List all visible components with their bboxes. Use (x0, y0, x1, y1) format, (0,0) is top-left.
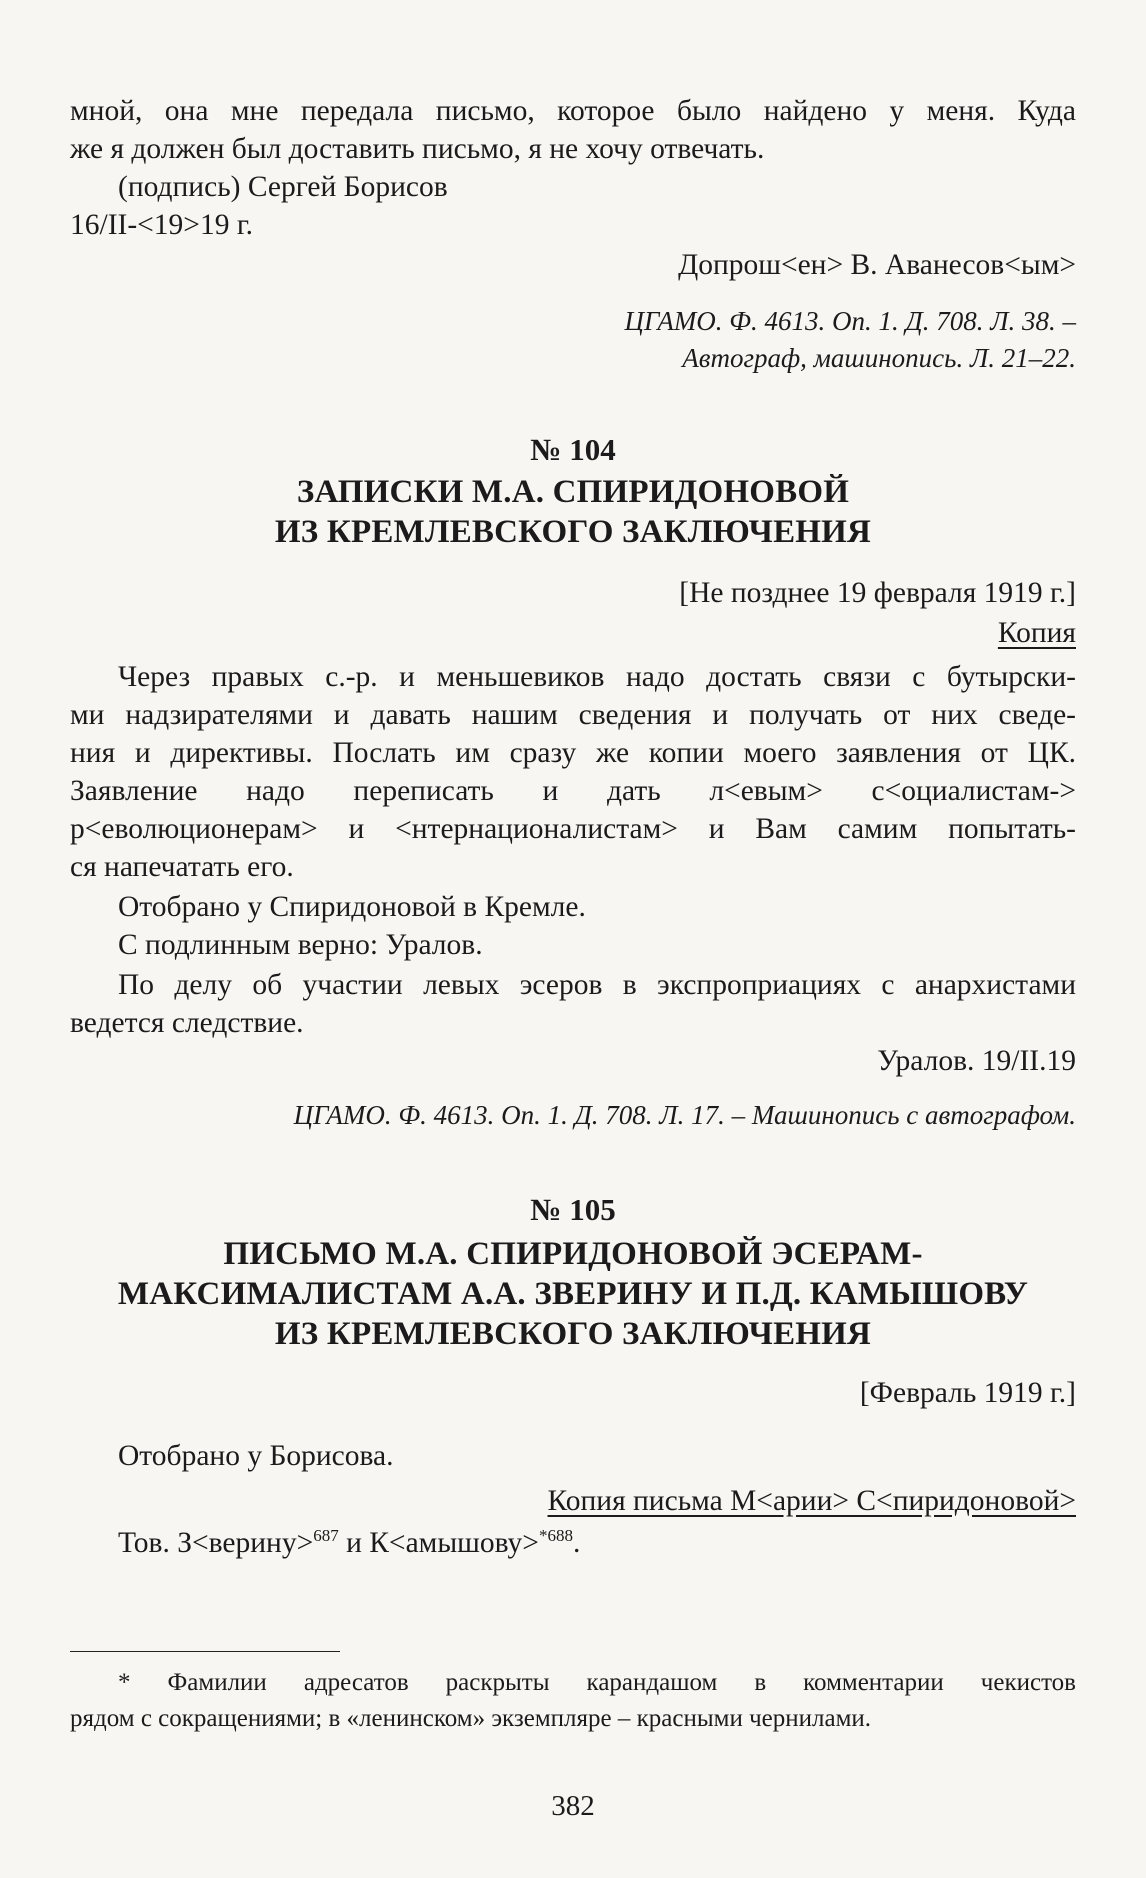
document-title: ИЗ КРЕМЛЕВСКОГО ЗАКЛЮЧЕНИЯ (274, 1316, 872, 1352)
page-number: 382 (551, 1790, 595, 1822)
archive-source: ЦГАМО. Ф. 4613. Оп. 1. Д. 708. Л. 17. – Машинопись с автографом. (293, 1100, 1076, 1130)
archive-source: Автограф, машинопись. Л. 21–22. (682, 343, 1076, 373)
copy-mark: Копия (997, 617, 1076, 649)
paragraph-line: р<еволюционерам> и <нтернационалистам> и Вам самим попытать- (70, 813, 1076, 845)
greeting-text: Тов. З<верину> (118, 1527, 314, 1559)
text-line: мной, она мне передала письмо, которое было найдено у меня. Куда (70, 95, 1076, 127)
greeting-text: . (572, 1527, 581, 1559)
paragraph-line: Отобрано у Борисова. (118, 1440, 394, 1472)
footnote-line: рядом с сокращениями; в «ленинском» экземпляре – красными чернилами. (70, 1705, 872, 1732)
footnote-line: * Фамилии адресатов раскрыты карандашом в комментарии чекистов (118, 1669, 1076, 1696)
document-number: № 104 (530, 432, 616, 467)
document-title: ПИСЬМО М.А. СПИРИДОНОВОЙ ЭСЕРАМ- (223, 1236, 923, 1272)
paragraph-line: С подлинным верно: Уралов. (118, 929, 483, 961)
document-title: ЗАПИСКИ М.А. СПИРИДОНОВОЙ (296, 474, 850, 510)
footnote-ref: *688 (538, 1526, 573, 1546)
document-title: ИЗ КРЕМЛЕВСКОГО ЗАКЛЮЧЕНИЯ (274, 514, 872, 550)
document-title: МАКСИМАЛИСТАМ А.А. ЗВЕРИНУ И П.Д. КАМЫШОВУ (117, 1276, 1029, 1312)
paragraph-line: Заявление надо переписать и дать л<евым> с<оциалистам-> (70, 775, 1076, 807)
greeting-line (118, 1524, 580, 1562)
date-line: 16/II-<19>19 г. (70, 209, 253, 241)
interrogator-line: Допрош<ен> В. Аванесов<ым> (678, 249, 1076, 281)
text-line: же я должен был доставить письмо, я не хочу отвечать. (70, 133, 765, 165)
archive-source: ЦГАМО. Ф. 4613. Оп. 1. Д. 708. Л. 38. – (624, 306, 1076, 336)
paragraph-line: По делу об участии левых эсеров в экспроприациях с анархистами (118, 969, 1076, 1001)
greeting-text: и К<амышову> (338, 1527, 539, 1559)
copy-heading: Копия письма М<арии> С<пиридоновой> (547, 1485, 1076, 1517)
footnote-ref: 687 (313, 1526, 339, 1546)
paragraph-line: ния и директивы. Послать им сразу же копии моего заявления от ЦК. (70, 737, 1076, 769)
document-date: [Не позднее 19 февраля 1919 г.] (679, 577, 1076, 609)
paragraph-line: Через правых с.-р. и меньшевиков надо достать связи с бутырски- (118, 661, 1076, 693)
footnote-divider (70, 1651, 340, 1652)
paragraph-line: ми надзирателями и давать нашим сведения и получать от них сведе- (70, 699, 1076, 731)
document-number: № 105 (530, 1192, 616, 1227)
paragraph-line: ведется следствие. (70, 1007, 304, 1039)
signature: (подпись) Сергей Борисов (118, 171, 448, 203)
paragraph-line: ся напечатать его. (70, 851, 294, 883)
paragraph-line: Отобрано у Спиридоновой в Кремле. (118, 891, 586, 923)
document-date: [Февраль 1919 г.] (859, 1377, 1076, 1409)
signature: Уралов. 19/II.19 (877, 1045, 1076, 1077)
